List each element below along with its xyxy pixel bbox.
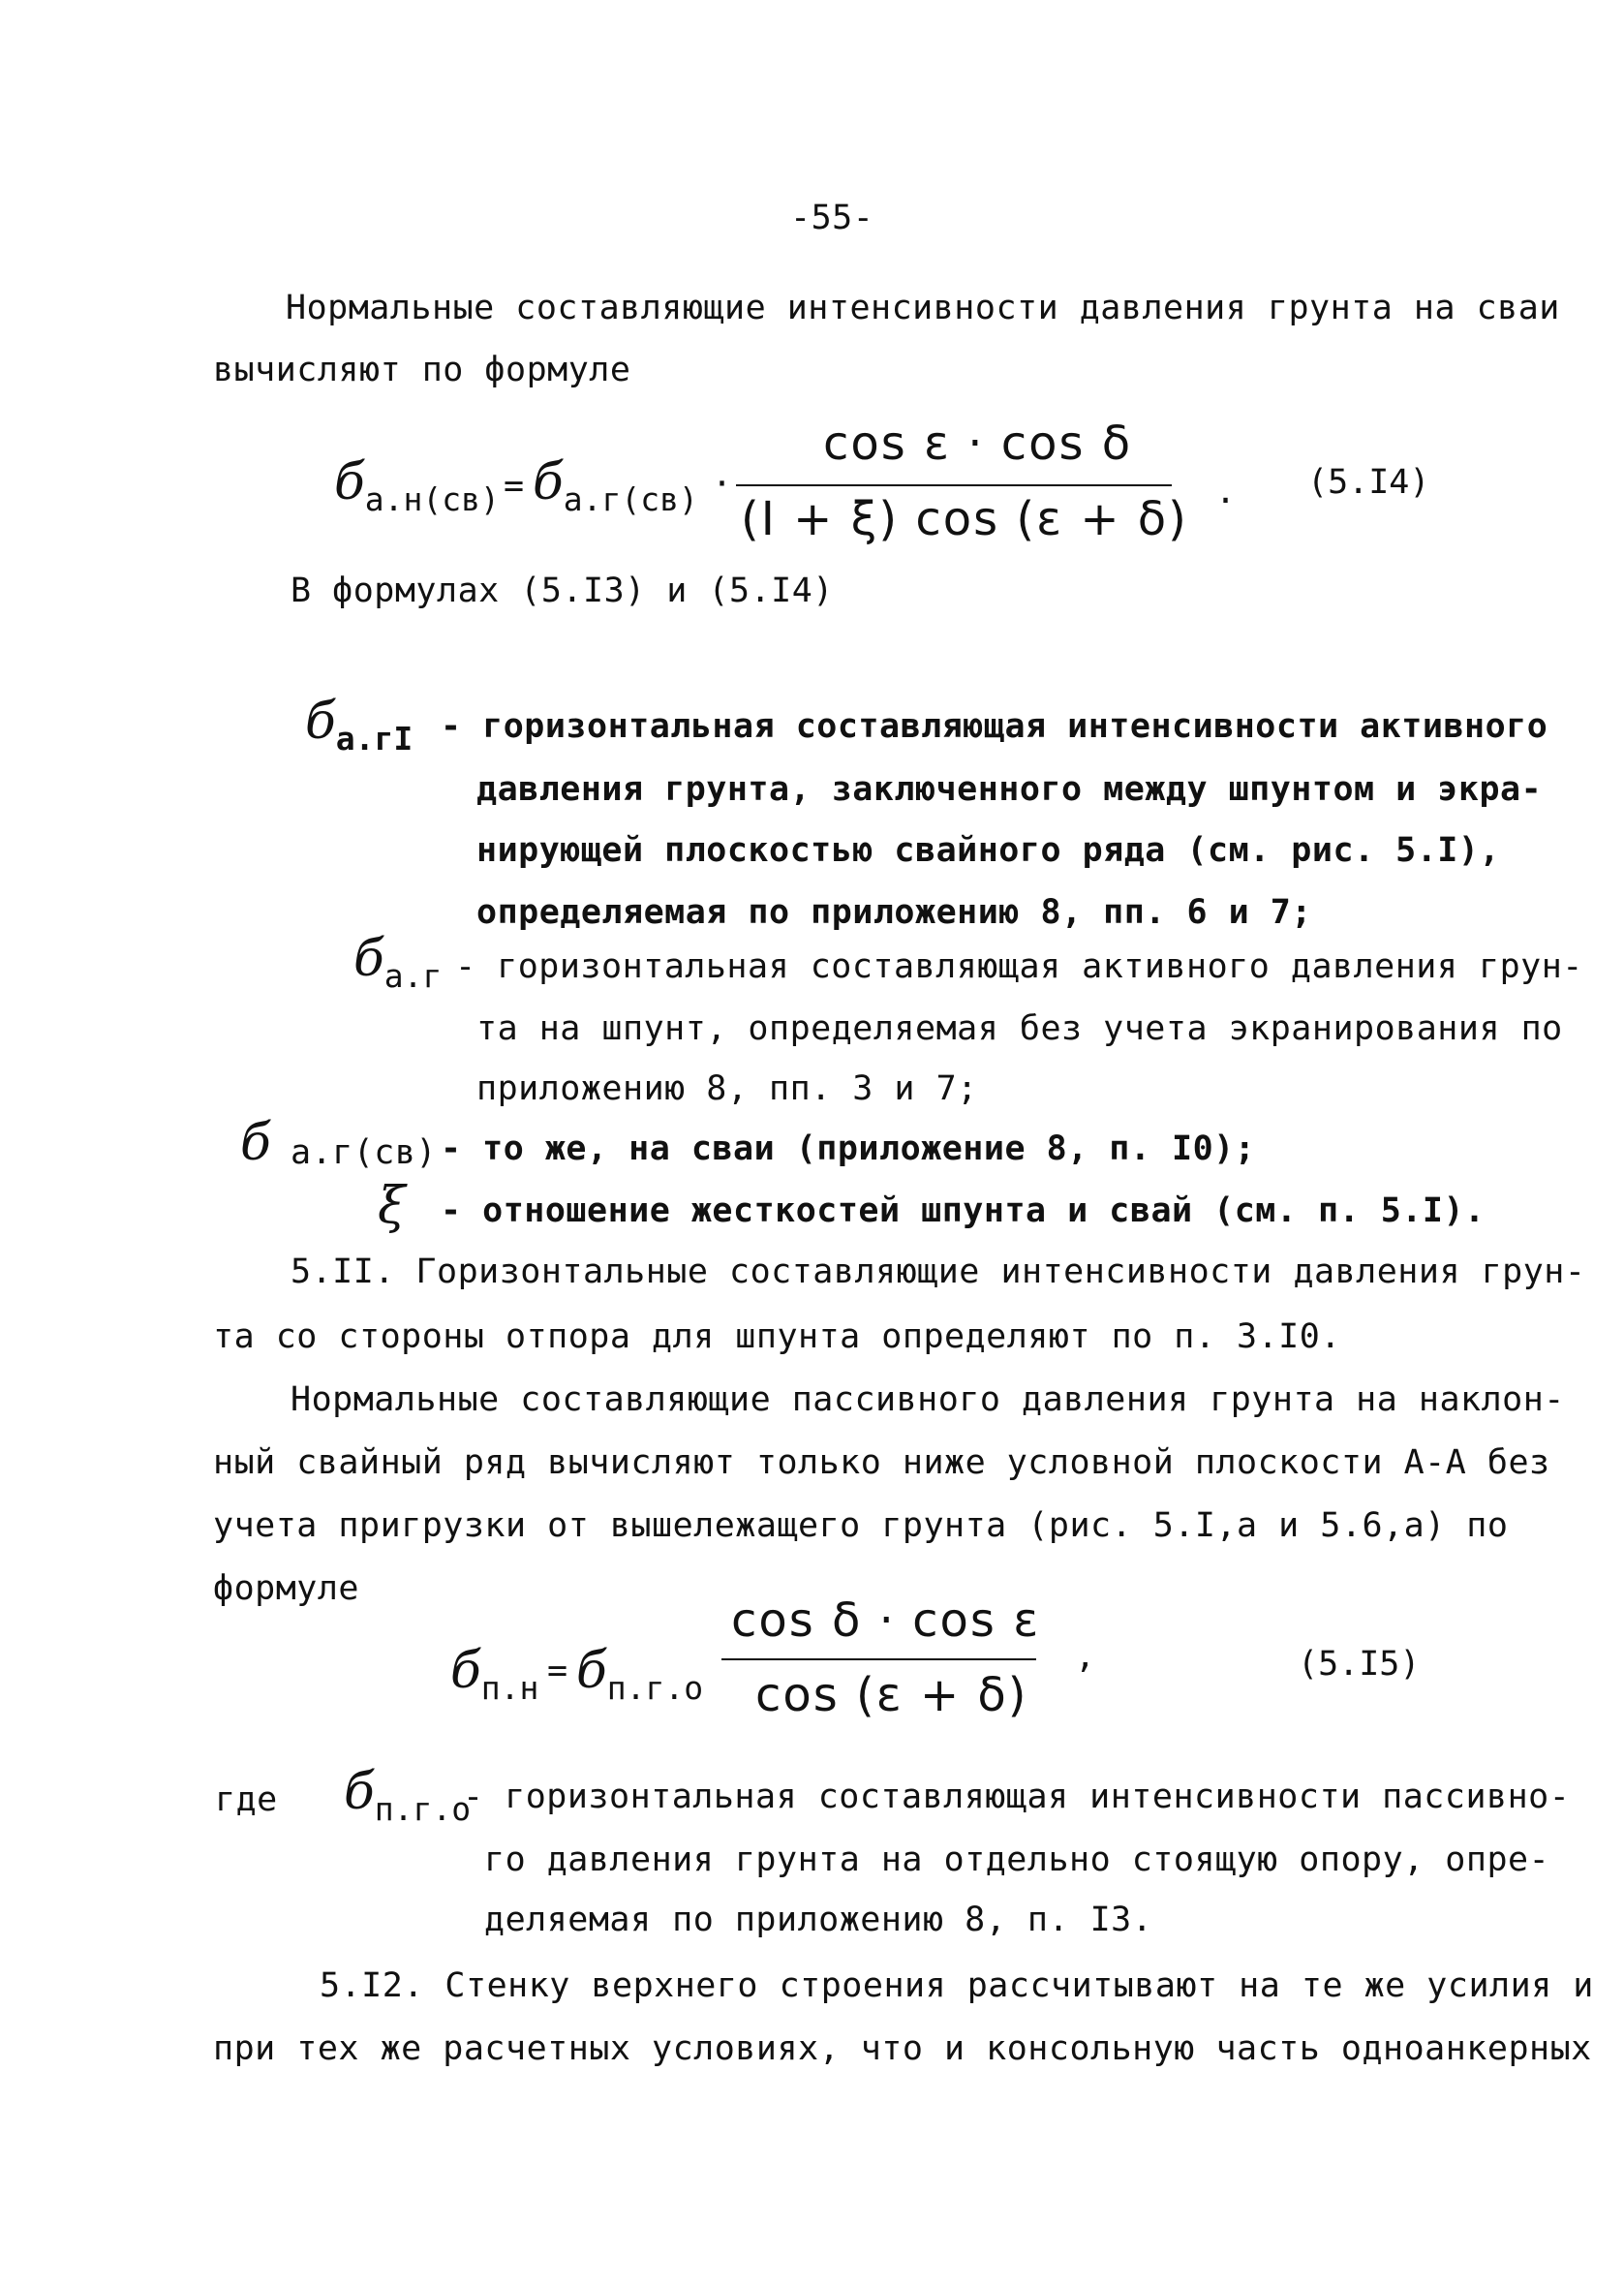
formula-5-14-eq: = (504, 467, 525, 506)
sigma-symbol: б (344, 1763, 375, 1821)
def2-line3: приложению 8, пп. 3 и 7; (476, 1069, 978, 1108)
formula-5-14-rhs-sub: а.г(св) (563, 480, 698, 518)
para-511-line2: та со стороны отпора для шпунта определяют по п. 3.I0. (213, 1317, 1341, 1356)
def1-line4: определяемая по приложению 8, пп. 6 и 7; (476, 893, 1312, 932)
sigma-symbol: б (450, 1642, 481, 1700)
def3-symbol-sub: а.г(св) (291, 1133, 438, 1172)
sigma-symbol: б (533, 453, 564, 511)
formula-5-15-rhs-sub: п.г.о (606, 1669, 704, 1707)
def1-line1: - горизонтальная составляющая интенсивности активного (441, 707, 1548, 746)
sigma-symbol: б (353, 930, 384, 988)
where-label: где (215, 1780, 278, 1819)
para-passive-line3: учета пригрузки от вышележащего грунта (рис. 5.I,а и 5.6,а) по (213, 1506, 1509, 1545)
def1-symbol (305, 693, 413, 758)
def2-line2: та на шпунт, определяемая без учета экранирования по (476, 1009, 1563, 1048)
formula-5-15-denominator: cos (ε + δ) (755, 1668, 1028, 1722)
formula-5-15-tail: , (1075, 1637, 1096, 1676)
para1-line1: Нормальные составляющие интенсивности давления грунта на сваи (286, 289, 1560, 327)
formula-5-14-numerator: cos ε · cos δ (823, 417, 1133, 471)
para-passive-line4: формуле (213, 1569, 360, 1608)
sigma-symbol: б (334, 453, 365, 511)
def2-symbol (353, 930, 442, 995)
formula-5-14-number: (5.I4) (1307, 463, 1430, 502)
sigma-symbol: б (576, 1642, 607, 1700)
where-line2: го давления грунта на отдельно стоящую опору, опре- (484, 1840, 1550, 1879)
where-line1: - горизонтальная составляющая интенсивности пассивно- (463, 1778, 1571, 1816)
formula-5-14-tail: . (1215, 473, 1237, 511)
formula-5-15-numerator: cos δ · cos ε (731, 1593, 1041, 1648)
formula-5-15-number: (5.I5) (1298, 1645, 1421, 1684)
def1-symbol-sub: а.гI (335, 720, 414, 758)
page-number: -55- (790, 199, 874, 237)
formula-5-15-rhs (576, 1642, 703, 1707)
def3-line1: - то же, на сваи (приложение 8, п. I0); (441, 1129, 1256, 1168)
para1-line2: вычисляют по формуле (213, 351, 631, 389)
intro-formulas: В формулах (5.I3) и (5.I4) (291, 572, 834, 610)
formula-5-14-denominator: (I + ξ) cos (ε + δ) (741, 492, 1188, 546)
formula-5-14-lhs (334, 453, 500, 518)
formula-5-15-lhs (450, 1642, 538, 1707)
formula-5-14-rhs (533, 453, 698, 518)
xi-symbol: ξ (378, 1177, 406, 1235)
formula-5-14-dot: · (712, 465, 733, 504)
where-symbol-sub: п.г.о (374, 1790, 472, 1828)
formula-5-15-lhs-sub: п.н (480, 1669, 539, 1707)
def1-line2: давления грунта, заключенного между шпунтом и экра- (476, 770, 1543, 809)
sigma-symbol: б (305, 693, 336, 751)
sigma-symbol: б (240, 1114, 271, 1172)
para-512-line2: при тех же расчетных условиях, что и консольную часть одноанкерных (213, 2029, 1592, 2068)
def4-line1: - отношение жесткостей шпунта и свай (см. п. 5.I). (441, 1191, 1486, 1230)
formula-5-15-fraction-line (721, 1658, 1036, 1660)
formula-5-15-eq: = (547, 1652, 568, 1690)
para-passive-line2: ный свайный ряд вычисляют только ниже условной плоскости А-А без (213, 1443, 1550, 1482)
formula-5-14-lhs-sub: а.н(св) (364, 480, 500, 518)
def2-symbol-sub: а.г (383, 957, 443, 995)
para-511-line1: 5.II. Горизонтальные составляющие интенсивности давления грун- (291, 1252, 1586, 1291)
where-symbol (344, 1763, 471, 1828)
formula-5-14-fraction-line (736, 484, 1172, 486)
where-line3: деляемая по приложению 8, п. I3. (484, 1901, 1153, 1939)
para-passive-line1: Нормальные составляющие пассивного давления грунта на наклон- (291, 1380, 1565, 1419)
def2-line1: - горизонтальная составляющая активного давления грун- (455, 947, 1583, 986)
def1-line3: нирующей плоскостью свайного ряда (см. рис. 5.I), (476, 831, 1501, 870)
def3-symbol (240, 1114, 271, 1172)
para-512-line1: 5.I2. Стенку верхнего строения рассчитывают на те же усилия и (320, 1966, 1594, 2005)
